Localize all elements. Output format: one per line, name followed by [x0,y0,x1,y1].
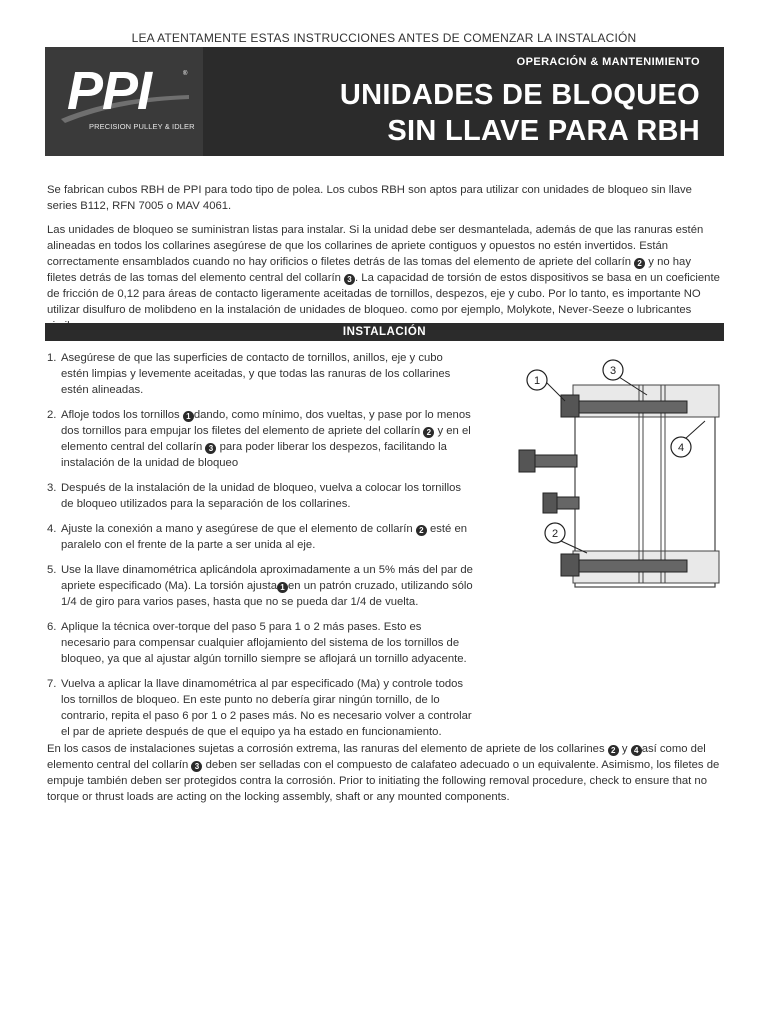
screw-head-middle-2 [543,493,557,513]
step-number: 2. [47,409,57,421]
circle-number-2: 2 [416,525,427,536]
intro-p2-text-c: . La capacidad de torsión de estos dispositivos se basa en un coeficiente de fricción de 0,12 para áreas de contacto ligeramente aceitadas de tornillos, despezos, eje y cubo. Por lo tanto, es importante NO utilizar disulfuro de molibdeno en la instalación de unidades de bloqueo. como por ejemplo, Molykote, Never-Seeze o lubricantes [47,272,720,316]
callout-label-4: 4 [677,442,685,454]
circle-number-3: 3 [191,761,202,772]
step-number: 3. [47,482,57,494]
closing-text-b: y [618,743,631,755]
circle-number-1: 1 [183,411,194,422]
intro-p2-text-b: y no hay filetes detrás de las tomas del elemento central del collarín [47,256,691,284]
step-text: Use la llave dinamométrica aplicándola aproximadamente a un 5% más del par de apriete especificado (Ma). La torsión ajusta [61,564,473,592]
step-text: Vuelva a aplicar la llave dinamométrica al par especificado (Ma) y controle todos los tornillos de bloqueo. En este punto no debería girar ningún tornillo, de lo contrario, repita el paso 6 por 1 o 2 pases más. No es necesario volver a controlar el par de apriete después de que el equipo ya ha estado en funcionamiento. [61,678,472,738]
closing-paragraph [47,741,722,805]
title-line-2: SIN LLAVE PARA RBH [387,115,700,147]
step-number: 6. [47,621,57,633]
step-number: 1. [47,352,57,364]
logo-tagline: PRECISION PULLEY & IDLER [89,122,195,131]
screw-head-bottom [561,554,579,576]
circle-number-4: 4 [631,745,642,756]
document-title [340,77,700,149]
step-text: para poder liberar los despezos, facilitando la instalación de la unidad de bloqueo [61,441,447,469]
circle-number-2: 2 [608,745,619,756]
intro-paragraph-2 [47,222,722,334]
step-text: esté en paralelo con el frente de la parte a ser unida al eje. [61,523,468,551]
callout-label-2: 2 [551,528,559,540]
circle-number-3: 3 [344,274,355,285]
closing-text-d: deben ser selladas con el compuesto de calafateo adecuado o un equivalente. Asimismo, los filetes de empuje también deben ser protegidos contra la corrosión. Prior to initiating the following removal procedure, check to ensure that no torque or thrust loads are acting on the locking assembly, shaft or any mounted components. [47,759,720,803]
locking-assembly-diagram [515,355,735,595]
intro-paragraph-1: Se fabrican cubos RBH de PPI para todo tipo de polea. Los cubos RBH son aptos para utilizar con unidades de bloqueo sin llave series B112, RFN 7005 o MAV 4061. [47,184,692,212]
closing-text-c: así como del elemento central del collarín [47,743,706,771]
step-number: 4. [47,523,57,535]
step-2 [47,407,473,471]
circle-number-2: 2 [634,258,645,269]
intro-p2-text-a: Las unidades de bloqueo se suministran listas para instalar. Si la unidad debe ser desmantelada, además de que las ranuras estén alineadas en todos los collarines asegúrese de que los collarines de apriete contiguos y opuestos no estén invertidos. Están correctamente ensamblados cuando no hay orificios o filetes detrás de las tomas del elemento de apriete del collarín [47,224,704,268]
circle-number-1: 1 [277,582,288,593]
step-4 [47,521,473,553]
circle-number-3: 3 [205,443,216,454]
screw-head-top [561,395,579,417]
ppi-logo-mark [59,63,191,123]
logo-registered: ® [183,71,188,77]
callout-label-1: 1 [533,375,541,387]
section-title-instalacion: INSTALACIÓN [45,323,724,341]
circle-number-2: 2 [423,427,434,438]
top-instruction-note: LEA ATENTAMENTE ESTAS INSTRUCCIONES ANTES DE COMENZAR LA INSTALACIÓN [131,31,637,45]
screw-head-middle-1 [519,450,535,472]
closing-text-a: En los casos de instalaciones sujetas a corrosión extrema, las ranuras del elemento de apriete de los collarines [47,743,608,755]
screw-shank-middle-2 [557,497,579,509]
logo-wordmark: PPI [67,63,152,121]
screw-shank-top [579,401,687,413]
step-number: 5. [47,564,57,576]
header-banner [45,47,724,156]
screw-shank-bottom [579,560,687,572]
step-6 [47,619,473,667]
step-7 [47,676,473,740]
step-1 [47,350,473,398]
step-5 [47,562,473,610]
step-text: Asegúrese de que las superficies de contacto de tornillos, anillos, eje y cubo estén limpias y levemente aceitadas, y que todas las ranuras de los collarines estén alineadas. [61,352,451,396]
step-number: 7. [47,678,57,690]
step-text: Afloje todos los tornillos [61,409,183,421]
screw-shank-middle-1 [535,455,577,467]
callout-label-3: 3 [609,365,617,377]
step-text: Después de la instalación de la unidad de bloqueo, vuelva a colocar los tornillos de bloqueo utilizados para la separación de los collarines. [61,482,462,510]
ppi-logo [45,47,203,156]
step-text: Ajuste la conexión a mano y asegúrese de que el elemento de collarín [61,523,416,535]
installation-steps [47,350,473,749]
step-text: y en el elemento central del collarín [61,425,471,453]
step-text: dando, como mínimo, dos vueltas, y pase por lo menos dos tornillos para empujar los filetes del elemento de apriete del collarín [61,409,471,437]
title-line-1: UNIDADES DE BLOQUEO [339,79,700,111]
step-3 [47,480,473,512]
step-text: en un patrón cruzado, utilizando sólo 1/4 de giro para varios pases, hasta que no se pueda dar 1/4 de vuelta. [61,580,473,608]
step-text: Aplique la técnica over-torque del paso 5 para 1 o 2 más pases. Esto es necesario para compensar cualquier aflojamiento del sistema de los tornillos de bloqueo, ya que al ajustar algún tornillo siempre se aflojará un tornillo adyacente. [61,621,467,665]
document-subtitle: OPERACIÓN & MANTENIMIENTO [516,56,700,68]
